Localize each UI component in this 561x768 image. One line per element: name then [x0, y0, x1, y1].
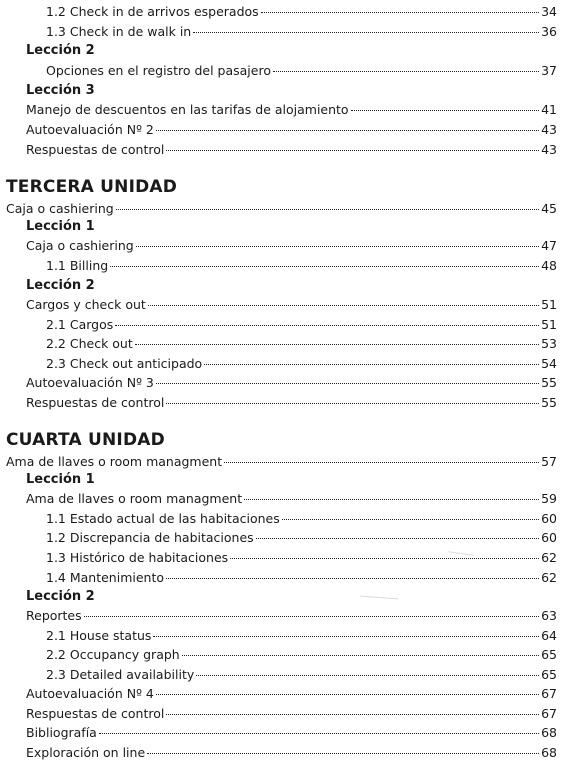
- entry-title: Lección 2: [26, 278, 95, 293]
- page-number: 45: [541, 201, 557, 216]
- unit-heading: TERCERA UNIDAD: [6, 177, 178, 197]
- page-number: 43: [541, 142, 557, 157]
- toc-entry[interactable]: [0, 511, 557, 527]
- toc-entry[interactable]: [0, 102, 557, 118]
- entry-title: Respuestas de control: [26, 142, 165, 157]
- dot-leader: [224, 462, 539, 463]
- dot-leader: [256, 538, 539, 539]
- lesson-heading: [0, 589, 557, 605]
- page-number: 51: [541, 317, 557, 332]
- entry-title: 1.4 Mantenimiento: [46, 570, 165, 585]
- lesson-heading: [0, 472, 557, 488]
- page-number: 65: [541, 667, 557, 682]
- toc-entry[interactable]: [0, 706, 557, 722]
- entry-title: 2.3 Detailed availability: [46, 667, 195, 682]
- page-number: 68: [541, 725, 557, 740]
- dot-leader: [166, 714, 539, 715]
- toc-entry[interactable]: [0, 608, 557, 624]
- page-number: 59: [541, 491, 557, 506]
- unit-heading: CUARTA UNIDAD: [6, 430, 165, 450]
- entry-title: 2.3 Check out anticipado: [46, 356, 203, 371]
- entry-title: Ama de llaves o room managment: [26, 491, 243, 506]
- toc-entry[interactable]: [0, 647, 557, 663]
- entry-title: Lección 3: [26, 83, 95, 98]
- entry-title: 2.1 House status: [46, 628, 152, 643]
- toc-entry[interactable]: [0, 375, 557, 391]
- dot-leader: [116, 209, 539, 210]
- dot-leader: [273, 71, 539, 72]
- page-number: 62: [541, 570, 557, 585]
- dot-leader: [230, 558, 539, 559]
- dot-leader: [182, 655, 539, 656]
- entry-title: Autoevaluación Nº 4: [26, 686, 154, 701]
- dot-leader: [99, 733, 539, 734]
- entry-title: 1.1 Estado actual de las habitaciones: [46, 511, 280, 526]
- page-number: 67: [541, 706, 557, 721]
- page-number: 67: [541, 686, 557, 701]
- toc-entry[interactable]: [0, 122, 557, 138]
- entry-title: Lección 1: [26, 219, 95, 234]
- toc-entry[interactable]: [0, 686, 557, 702]
- toc-entry[interactable]: [0, 142, 557, 158]
- toc-entry[interactable]: [0, 550, 557, 566]
- entry-title: Autoevaluación Nº 3: [26, 375, 154, 390]
- dot-leader: [193, 32, 539, 33]
- page-number: 68: [541, 745, 557, 760]
- lesson-heading: [0, 83, 557, 99]
- toc-entry[interactable]: [0, 745, 557, 761]
- page-number: 63: [541, 608, 557, 623]
- dot-leader: [166, 150, 539, 151]
- entry-title: 2.2 Check out: [46, 336, 133, 351]
- dot-leader: [135, 344, 539, 345]
- page-number: 48: [541, 258, 557, 273]
- dot-leader: [166, 403, 539, 404]
- page-number: 64: [541, 628, 557, 643]
- entry-title: 1.3 Check in de walk in: [46, 24, 192, 39]
- entry-title: Lección 2: [26, 43, 95, 58]
- entry-title: Ama de llaves o room managment: [6, 454, 223, 469]
- toc-entry[interactable]: [0, 297, 557, 313]
- dot-leader: [261, 12, 539, 13]
- entry-title: 1.3 Histórico de habitaciones: [46, 550, 229, 565]
- entry-title: 1.2 Discrepancia de habitaciones: [46, 530, 254, 545]
- dot-leader: [196, 675, 539, 676]
- page-number: 47: [541, 238, 557, 253]
- toc-entry[interactable]: [0, 454, 557, 470]
- entry-title: 1.1 Billing: [46, 258, 109, 273]
- page-number: 54: [541, 356, 557, 371]
- entry-title: 1.2 Check in de arrivos esperados: [46, 4, 259, 19]
- dot-leader: [147, 753, 539, 754]
- dot-leader: [148, 305, 539, 306]
- page-number: 37: [541, 63, 557, 78]
- dot-leader: [156, 694, 539, 695]
- page-number: 60: [541, 530, 557, 545]
- entry-title: Cargos y check out: [26, 297, 146, 312]
- dot-leader: [84, 616, 539, 617]
- toc-entry[interactable]: [0, 24, 557, 40]
- entry-title: Reportes: [26, 608, 82, 623]
- dot-leader: [166, 578, 539, 579]
- entry-title: Caja o cashiering: [26, 238, 134, 253]
- toc-entry[interactable]: [0, 4, 557, 20]
- dot-leader: [115, 325, 539, 326]
- dot-leader: [204, 364, 539, 365]
- toc-entry[interactable]: [0, 317, 557, 333]
- page-number: 34: [541, 4, 557, 19]
- toc-entry[interactable]: [0, 530, 557, 546]
- lesson-heading: [0, 278, 557, 294]
- entry-title: Manejo de descuentos en las tarifas de alojamiento: [26, 102, 349, 117]
- page-number: 55: [541, 375, 557, 390]
- toc-entry[interactable]: [0, 395, 557, 411]
- entry-title: Bibliografía: [26, 725, 97, 740]
- lesson-heading: [0, 43, 557, 59]
- toc-entry[interactable]: [0, 356, 557, 372]
- page-number: 62: [541, 550, 557, 565]
- toc-entry[interactable]: [0, 667, 557, 683]
- entry-title: 2.2 Occupancy graph: [46, 647, 180, 662]
- toc-entry[interactable]: [0, 336, 557, 352]
- entry-title: Opciones en el registro del pasajero: [46, 63, 271, 78]
- entry-title: Caja o cashiering: [6, 201, 114, 216]
- page-number: 65: [541, 647, 557, 662]
- page-number: 41: [541, 102, 557, 117]
- page-number: 53: [541, 336, 557, 351]
- toc-entry[interactable]: [0, 570, 557, 586]
- page-number: 51: [541, 297, 557, 312]
- lesson-heading: [0, 219, 557, 235]
- dot-leader: [156, 383, 539, 384]
- toc-entry[interactable]: [0, 63, 557, 79]
- entry-title: Autoevaluación Nº 2: [26, 122, 154, 137]
- toc-entry[interactable]: [0, 201, 557, 217]
- toc-entry[interactable]: [0, 258, 557, 274]
- page-number: 60: [541, 511, 557, 526]
- dot-leader: [156, 130, 539, 131]
- dot-leader: [136, 246, 539, 247]
- entry-title: Lección 1: [26, 472, 95, 487]
- toc-entry[interactable]: [0, 491, 557, 507]
- entry-title: Lección 2: [26, 589, 95, 604]
- page-number: 36: [541, 24, 557, 39]
- entry-title: 2.1 Cargos: [46, 317, 114, 332]
- page-number: 57: [541, 454, 557, 469]
- entry-title: Exploración on line: [26, 745, 146, 760]
- dot-leader: [282, 519, 539, 520]
- toc-entry[interactable]: [0, 725, 557, 741]
- page-number: 43: [541, 122, 557, 137]
- dot-leader: [244, 499, 539, 500]
- dot-leader: [351, 110, 539, 111]
- toc-entry[interactable]: [0, 628, 557, 644]
- dot-leader: [110, 266, 539, 267]
- toc-entry[interactable]: [0, 238, 557, 254]
- dot-leader: [153, 636, 539, 637]
- entry-title: Respuestas de control: [26, 706, 165, 721]
- page-number: 55: [541, 395, 557, 410]
- entry-title: Respuestas de control: [26, 395, 165, 410]
